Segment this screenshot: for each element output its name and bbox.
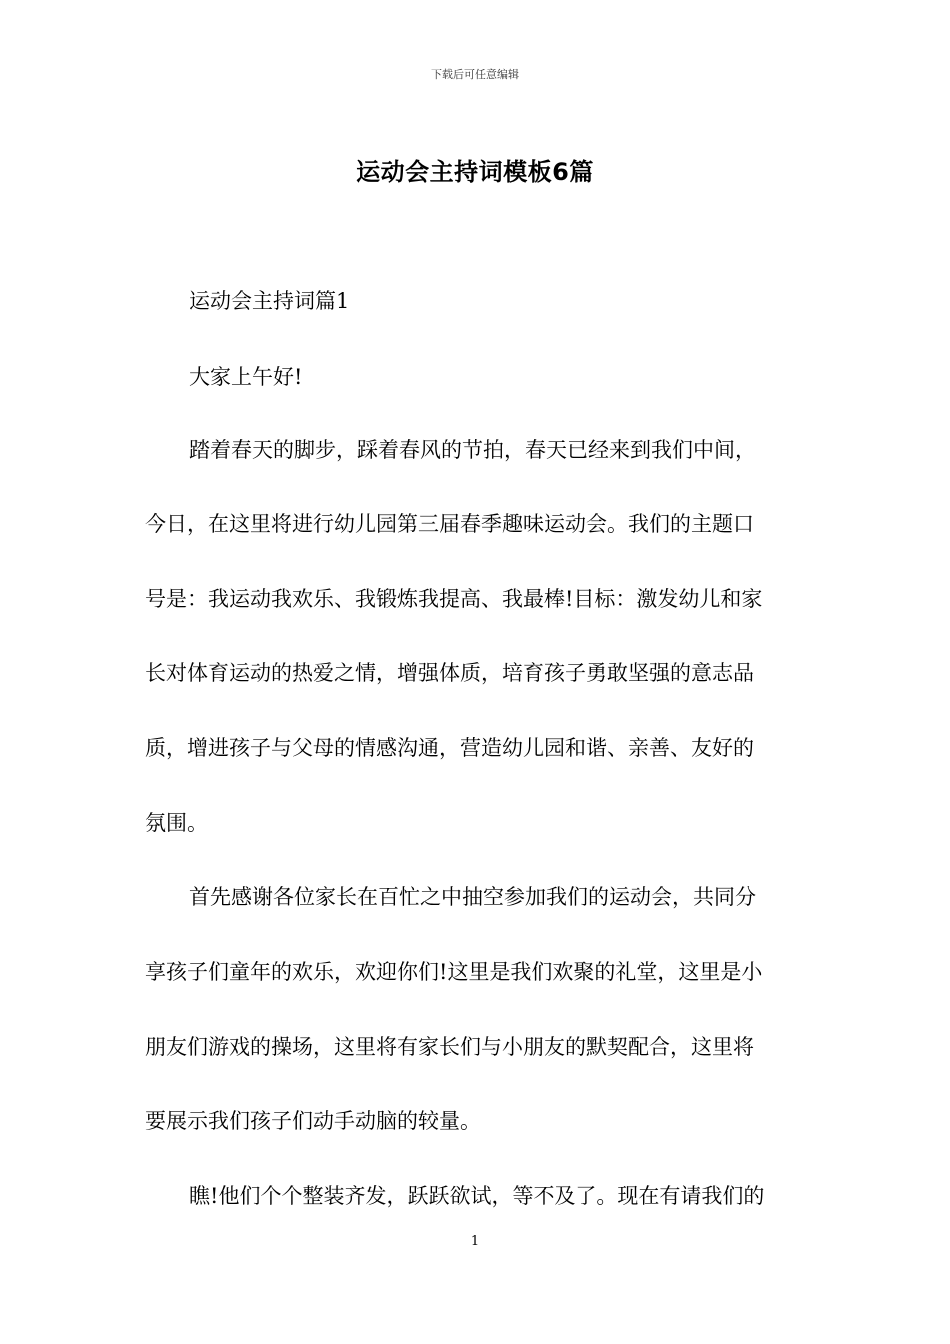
paragraph-line: 氛围。: [145, 811, 208, 835]
section-heading: 运动会主持词篇1: [189, 289, 350, 313]
paragraph-line: 朋友们游戏的操场，这里将有家长们与小朋友的默契配合，这里将: [145, 1035, 754, 1059]
page-number: 1: [470, 1234, 480, 1249]
header-note: 下载后可任意编辑: [431, 68, 519, 81]
paragraph-line: 首先感谢各位家长在百忙之中抽空参加我们的运动会，共同分: [189, 885, 756, 909]
paragraph-line: 享孩子们童年的欢乐，欢迎你们!这里是我们欢聚的礼堂，这里是小: [145, 960, 763, 984]
paragraph-line: 踏着春天的脚步，踩着春风的节拍，春天已经来到我们中间，: [189, 438, 756, 462]
paragraph-line: 瞧!他们个个整装齐发，跃跃欲试，等不及了。现在有请我们的: [189, 1184, 765, 1208]
paragraph-line: 号是：我运动我欢乐、我锻炼我提高、我最棒!目标：激发幼儿和家: [145, 587, 763, 611]
paragraph-line: 今日，在这里将进行幼儿园第三届春季趣味运动会。我们的主题口: [145, 512, 754, 536]
paragraph-line: 要展示我们孩子们动手动脑的较量。: [145, 1109, 481, 1133]
document-title: 运动会主持词模板6篇: [356, 158, 594, 186]
paragraph-line: 长对体育运动的热爱之情，增强体质，培育孩子勇敢坚强的意志品: [145, 661, 754, 685]
paragraph-line: 大家上午好!: [189, 365, 303, 389]
paragraph-line: 质，增进孩子与父母的情感沟通，营造幼儿园和谐、亲善、友好的: [145, 736, 754, 760]
